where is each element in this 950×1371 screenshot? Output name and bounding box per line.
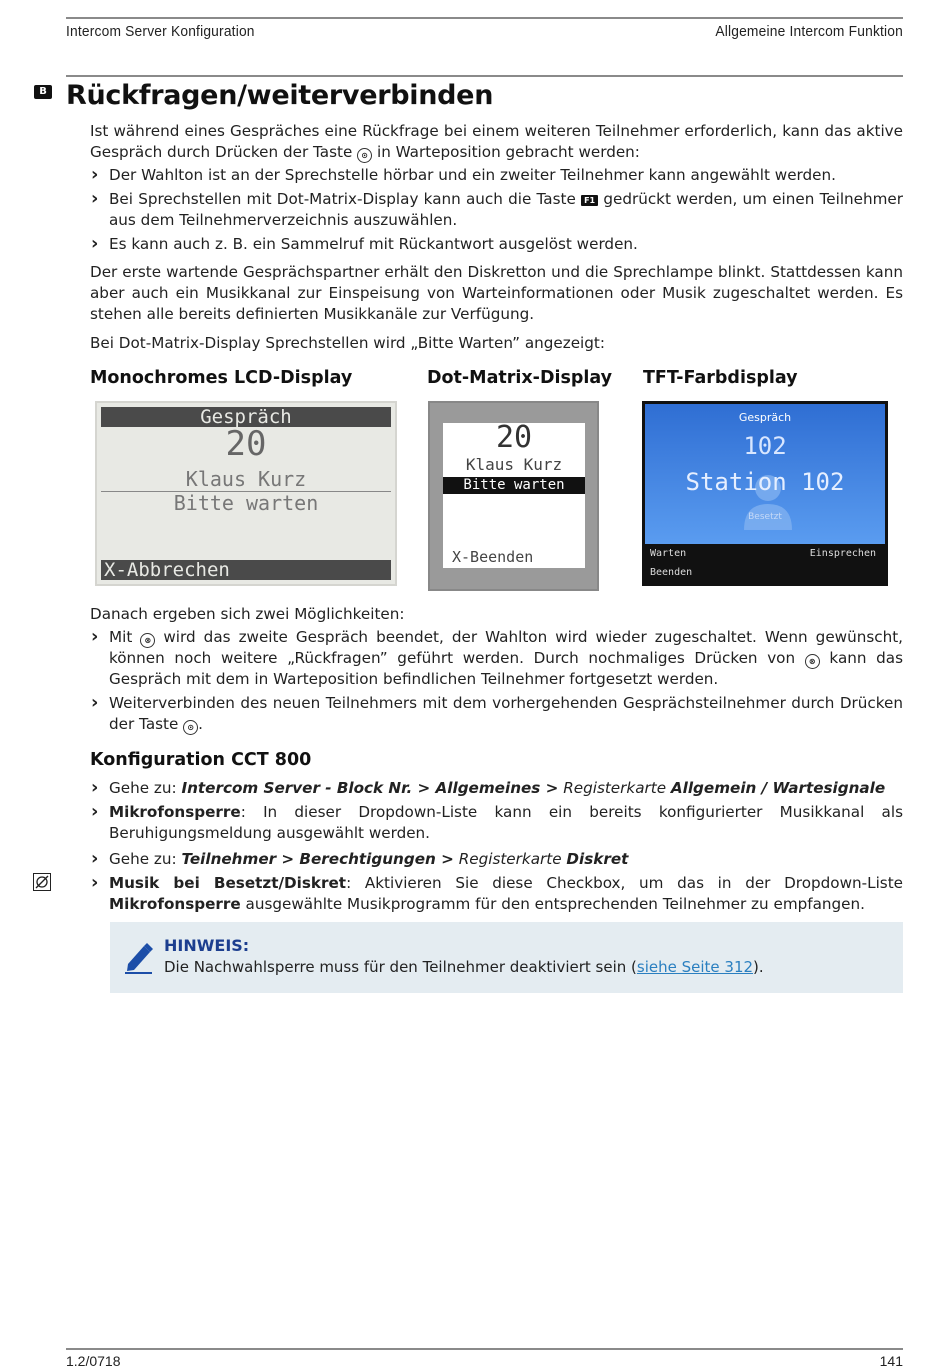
paragraph: Der erste wartende Gesprächspartner erhält den Diskretton und die Sprechlampe blinkt. Stattdessen kann aber auch ein Musikkanal zur Einspeisung von Warteinformationen oder Musik zugeschaltet werden. Es stehen alle bereits definierten Musikkanäle zur Verfügung. xyxy=(90,263,903,323)
list-item: › Mit ⊗ wird das zweite Gespräch beendet, der Wahlton wird wieder zugeschaltet. Wenn gewünscht, können noch weitere „Rückfragen” geführt werden. Durch nochmaliges Drücken von ⊗ kann das Gespräch mit dem in Warteposition befindlichen Teilnehmer fortgesetzt werden. xyxy=(90,627,903,690)
hint-box xyxy=(110,922,903,993)
tft-sub: Besetzt xyxy=(748,512,782,522)
dm-name: Klaus Kurz xyxy=(465,455,563,474)
dot-matrix-label: Dot-Matrix-Display xyxy=(427,368,613,388)
tft-right-softkey: Einsprechen xyxy=(809,548,876,559)
end-key-icon: ⊗ xyxy=(140,633,155,648)
tft-screen xyxy=(645,404,885,544)
list-item: › Gehe zu: Teilnehmer > Berechtigungen > Registerkarte Diskret xyxy=(90,849,903,870)
lcd-display-image xyxy=(95,401,397,586)
tft-left-softkey: Warten xyxy=(650,548,687,559)
end-key-icon: ⊗ xyxy=(805,654,820,669)
lcd-bottom-bar: X-Abbrechen xyxy=(101,560,391,580)
footer-rule xyxy=(66,1348,903,1350)
dm-status: Bitte warten xyxy=(443,477,585,494)
list-item: › Mikrofonsperre: In dieser Dropdown-Liste kann ein bereits konfigurierter Musikkanal als Beruhigungsmeldung ausgewählt werden. xyxy=(90,802,903,844)
header-left: Intercom Server Konfiguration xyxy=(66,23,255,40)
tft-top: Gespräch xyxy=(738,411,792,424)
header-bottom-rule xyxy=(66,75,903,77)
paragraph: Bei Dot-Matrix-Display Sprechstellen wird „Bitte Warten” angezeigt: xyxy=(90,334,605,352)
lcd-name: Klaus Kurz xyxy=(185,467,307,491)
tft-bottom-softkey: Beenden xyxy=(650,567,693,578)
hint-text: Die Nachwahlsperre muss für den Teilnehmer deaktiviert sein (siehe Seite 312). xyxy=(164,958,764,976)
disabled-setting-icon xyxy=(33,873,51,891)
dm-number: 20 xyxy=(495,420,533,455)
lcd-number: 20 xyxy=(225,424,267,464)
list-item: › Weiterverbinden des neuen Teilnehmers mit dem vorhergehenden Gesprächsteilnehmer durch Drücken der Taste ⊙ . xyxy=(90,693,903,735)
lcd-status: Bitte warten xyxy=(173,491,319,515)
hold-key-icon: ⊙ xyxy=(357,148,372,163)
config-heading: Konfiguration CCT 800 xyxy=(90,750,312,770)
tft-name: Station 102 xyxy=(685,468,845,496)
list-item: › Musik bei Besetzt/Diskret: Aktivieren Sie diese Checkbox, um das in der Dropdown-Liste Mikrofonsperre ausgewählte Musikprogramm für den entsprechenden Teilnehmer zu empfangen. xyxy=(90,873,903,915)
intro-paragraph: Ist während eines Gespräches eine Rückfrage bei einem weiteren Teilnehmer erforderlich, kann das aktive Gespräch durch Drücken der Taste ⊙ in Warteposition gebracht werden: xyxy=(90,122,903,161)
footer-version: 1.2/0718 xyxy=(66,1353,121,1369)
tft-display-image xyxy=(642,401,888,586)
dm-screen xyxy=(443,420,585,568)
list-item: › Der Wahlton ist an der Sprechstelle hörbar und ein zweiter Teilnehmer kann angewählt werden. xyxy=(90,165,903,186)
tft-label: TFT-Farbdisplay xyxy=(643,368,798,388)
options-block xyxy=(90,604,903,735)
page-reference-link[interactable]: siehe Seite 312 xyxy=(636,958,754,976)
list-item: › Es kann auch z. B. ein Sammelruf mit Rückantwort ausgelöst werden. xyxy=(90,234,903,255)
pencil-icon xyxy=(124,940,154,974)
hint-title: HINWEIS: xyxy=(164,936,250,955)
header-top-rule xyxy=(66,17,903,19)
page-title: Rückfragen/weiterverbinden xyxy=(66,80,494,111)
f1-key-icon: F1 xyxy=(581,195,598,206)
list-item: › Bei Sprechstellen mit Dot-Matrix-Display kann auch die Taste F1 gedrückt werden, um einen Teilnehmer aus dem Teilnehmerverzeichnis auszuwählen. xyxy=(90,189,903,231)
page-number: 141 xyxy=(879,1353,903,1369)
lcd-label: Monochromes LCD-Display xyxy=(90,368,353,388)
lcd-top-bar: Gespräch xyxy=(101,407,391,427)
dm-bottom: X-Beenden xyxy=(452,548,534,566)
tft-number: 102 xyxy=(743,432,787,460)
list-item: › Gehe zu: Intercom Server - Block Nr. > Allgemeines > Registerkarte Allgemein / Wartesignale xyxy=(90,778,903,799)
hold-key-icon: ⊙ xyxy=(183,720,198,735)
section-badge: B xyxy=(34,85,52,99)
dot-matrix-display-image xyxy=(428,401,599,591)
config-block xyxy=(90,778,903,915)
header-right: Allgemeine Intercom Funktion xyxy=(715,23,903,40)
intro-block xyxy=(90,121,903,354)
paragraph: Danach ergeben sich zwei Möglichkeiten: xyxy=(90,605,405,623)
